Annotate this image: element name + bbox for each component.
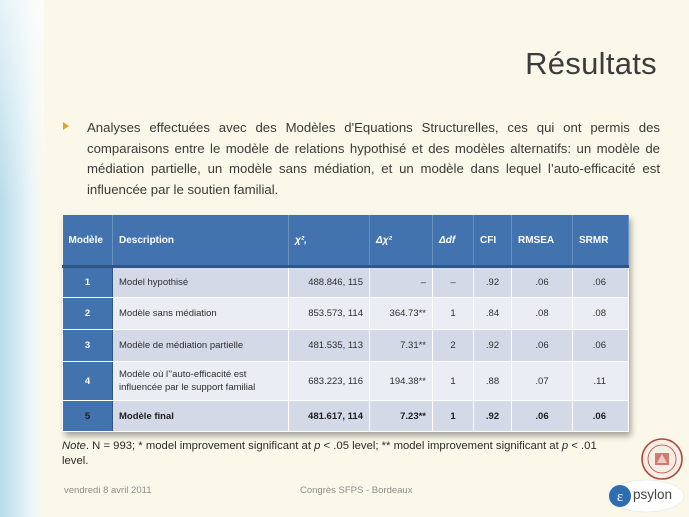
row-delta-df: 1	[433, 401, 474, 432]
row-srmr: .06	[573, 401, 629, 432]
row-cfi: .84	[474, 298, 512, 330]
results-table	[62, 215, 629, 432]
row-chi2: 481.535, 113	[289, 330, 370, 362]
col-header-delta-chi2: Δχ²	[370, 215, 433, 267]
row-cfi: .92	[474, 330, 512, 362]
table-row	[63, 362, 629, 401]
note-text-b: < .05 level; ** model improvement significant at	[320, 440, 562, 452]
table-header-row	[63, 215, 629, 267]
row-delta-df: 1	[433, 362, 474, 401]
row-delta-chi2: 194.38**	[370, 362, 433, 401]
side-glow	[0, 0, 44, 200]
bullet-text: Analyses effectuées avec des Modèles d'Equations Structurelles, ces qui ont permis des comparaisons entre le modèle de relations hypothisé et des modèles alternatifs: un modèle de médiation partielle, un modèle sans médiation, et un modèle dans lequel l’auto-efficacité est influencée par le soutien familial.	[87, 120, 660, 197]
table-row	[63, 267, 629, 298]
col-header-srmr: SRMR	[573, 215, 629, 267]
row-description-line: influencée par le support familial	[119, 382, 256, 393]
row-delta-df: 1	[433, 298, 474, 330]
footer-date: vendredi 8 avril 2011	[64, 485, 152, 496]
row-delta-df: 2	[433, 330, 474, 362]
university-seal-icon	[640, 437, 684, 481]
logo-text: psylon	[633, 487, 673, 502]
row-chi2: 481.617, 114	[289, 401, 370, 432]
note-text-a: . N = 993; * model improvement significant at	[85, 440, 315, 452]
row-rmsea: .08	[512, 298, 573, 330]
row-description	[113, 362, 289, 401]
row-chi2: 853.573, 114	[289, 298, 370, 330]
note-p: p	[561, 440, 569, 452]
table-row	[63, 298, 629, 330]
slide-title: Résultats	[525, 46, 657, 81]
note-p: p	[314, 440, 321, 452]
row-rmsea: .07	[512, 362, 573, 401]
col-header-cfi: CFI	[474, 215, 512, 267]
col-header-description: Description	[113, 215, 289, 267]
row-number: 4	[63, 362, 113, 401]
row-cfi: .92	[474, 401, 512, 432]
note-label: Note	[62, 440, 86, 452]
row-number: 2	[63, 298, 113, 330]
results-table-container	[62, 215, 628, 432]
table-row	[63, 330, 629, 362]
col-header-rmsea: RMSEA	[512, 215, 573, 267]
row-description-line: Modèle où l’’auto-efficacité est	[119, 369, 247, 380]
row-chi2: 683.223, 116	[289, 362, 370, 401]
row-delta-chi2: 364.73**	[370, 298, 433, 330]
row-cfi: .88	[474, 362, 512, 401]
row-delta-df: –	[433, 267, 474, 298]
row-number: 1	[63, 267, 113, 298]
col-header-chi2: χ²,	[289, 215, 370, 267]
bullet-arrow-icon	[63, 122, 69, 130]
row-delta-chi2: 7.23**	[370, 401, 433, 432]
table-note	[62, 439, 622, 469]
row-description: Modèle sans médiation	[113, 298, 289, 330]
logo-letter: ε	[616, 489, 624, 505]
row-chi2: 488.846, 115	[289, 267, 370, 298]
row-description: Model hypothisé	[113, 267, 289, 298]
row-srmr: .06	[573, 267, 629, 298]
col-header-delta-df: Δdf	[433, 215, 474, 267]
row-number: 3	[63, 330, 113, 362]
row-description: Modèle final	[113, 401, 289, 432]
row-delta-chi2: 7.31**	[370, 330, 433, 362]
row-srmr: .06	[573, 330, 629, 362]
row-description: Modèle de médiation partielle	[113, 330, 289, 362]
row-srmr: .08	[573, 298, 629, 330]
side-decoration-bar	[0, 0, 44, 517]
row-number: 5	[63, 401, 113, 432]
row-rmsea: .06	[512, 267, 573, 298]
row-delta-chi2: –	[370, 267, 433, 298]
col-header-model: Modèle	[63, 215, 113, 267]
row-cfi: .92	[474, 267, 512, 298]
row-rmsea: .06	[512, 401, 573, 432]
table-row-final	[63, 401, 629, 432]
row-srmr: .11	[573, 362, 629, 401]
footer-event: Congrès SFPS - Bordeaux	[300, 485, 413, 496]
row-rmsea: .06	[512, 330, 573, 362]
note-text-c: < .01 level.	[62, 440, 597, 467]
